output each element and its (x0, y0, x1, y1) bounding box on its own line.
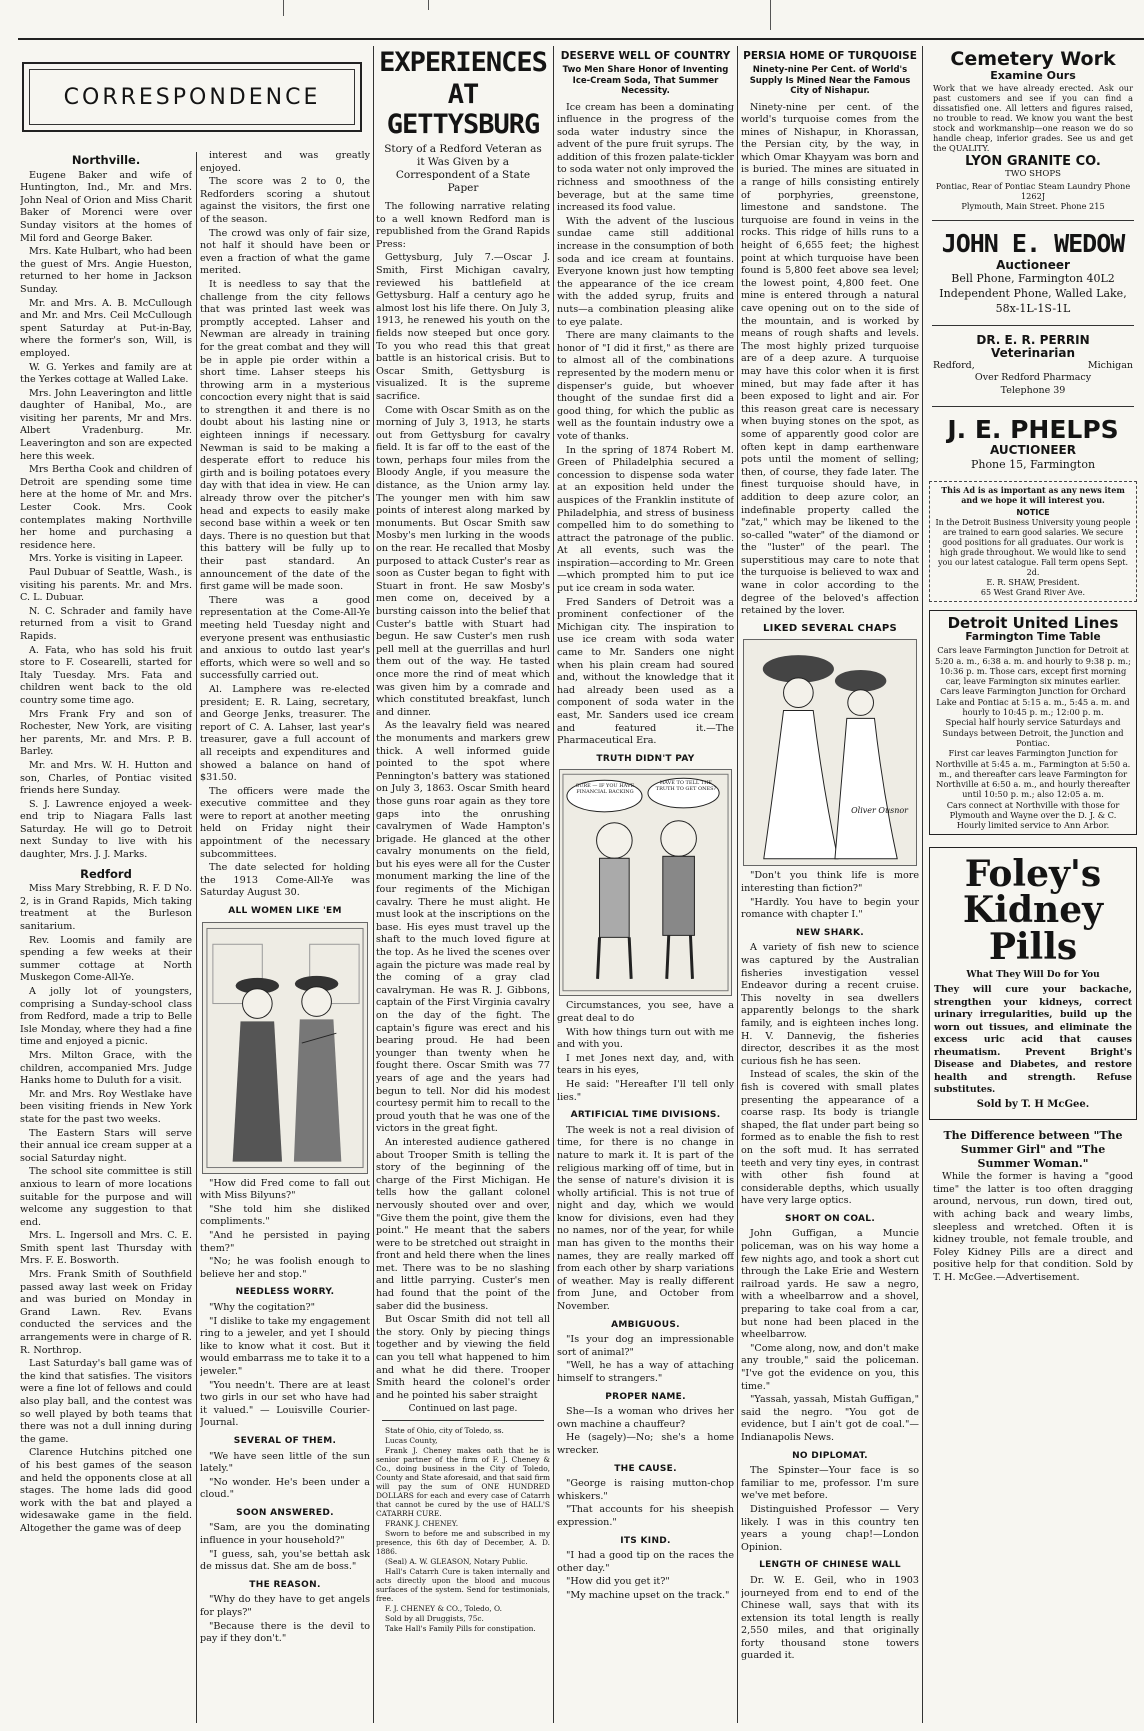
gettysburg-heading-line1: EXPERIENCES (379, 47, 547, 78)
paragraph: "Is your dog an impressionable sort of animal?" (557, 1334, 734, 1358)
ambiguous-joke (557, 1334, 734, 1385)
cemetery-shops: TWO SHOPS (1005, 169, 1061, 180)
paragraph: "No wonder. He's been under a cloud." (200, 1476, 370, 1501)
correspondence-banner (22, 62, 362, 132)
paragraph: He (sagely)—No; she's a home wrecker. (557, 1432, 734, 1456)
paragraph: "Why the cogitation?" (209, 1301, 316, 1313)
paragraph: "Don't you think life is more interesting than fiction?" (741, 870, 919, 895)
paragraph: Hall's Catarrh Cure is taken internally and acts directly upon the blood and mucous surfaces of the system. Send for testimonials, free. (376, 1567, 550, 1604)
soon-joke (200, 1522, 370, 1573)
paragraph: Dr. W. E. Geil, who in 1903 journeyed from end to end of the Chinese wall, says that with its extension its total length is really 2,550 miles, and that originally forty thousand stone towers guarded it. (741, 1574, 919, 1662)
wedow-role: Auctioneer (996, 257, 1070, 272)
paragraph: Mrs. Frank Smith of Southfield passed away last week on Friday and was buried on Monday in Grand Lawn. Rev. Evans conducted the services and the arrangements were in charge of R. R. Northrop. (20, 1269, 192, 1356)
paragraph: Mr. and Mrs. W. H. Hutton and son, Charles, of Pontiac visited friends here Sunday. (20, 759, 192, 797)
paragraph: "Hardly. You have to begin your romance with chapter I." (741, 896, 919, 921)
persia-subhead: Ninety-nine Per Cent. of World's Supply Is Mined Near the Famous City of Nishapur. (749, 65, 911, 96)
paragraph: Ice cream has been a dominating influence in the progress of the soda water industry since the advent of the pure fruit syrups. The addition of this frozen palate-tickler to soda water not only improved the richness and smoothness of the beverage, but at the same time increased its food value. (557, 101, 734, 214)
coal-heading: SHORT ON COAL. (784, 1213, 876, 1224)
paragraph: "I guess, sah, you'se bettah ask de missus dat. She am de boss." (200, 1548, 370, 1573)
paragraph: Mrs Bertha Cook and children of Detroit are spending some time here at the home of Mr. and Mrs. Lester Cook. Mrs. Cook contemplates making Northville her home and purchasing a residence here. (20, 464, 192, 551)
redford-continued-article (200, 150, 370, 900)
paragraph: The following narrative relating to a well known Redford man is republished from the Grand Rapids Press: (376, 201, 550, 250)
paragraph: N. C. Schrader and family have returned from a visit to Grand Rapids. (20, 605, 192, 642)
foley-line1: Foley's (964, 852, 1102, 895)
women-heading: ALL WOMEN LIKE 'EM (228, 906, 342, 917)
paragraph: Mrs. John Leaverington and little daughter of Hanibal, Mo., are visiting her parents, Mr and Mrs. Albert Vradenburg. Mr. Leaverington and son are expected here this week. (20, 387, 192, 462)
paragraph: Miss Mary Strebbing, R. F. D No. 2, is in Grand Rapids, Mich taking treatment at the Burleson sanitarium. (20, 883, 192, 933)
worry-joke (200, 1302, 370, 1430)
gettysburg-heading-line2: AT GETTYSBURG (386, 79, 540, 140)
paragraph: "Come along, now, and don't make any trouble," said the policeman. "I've got the evidence on you, this time." (741, 1342, 919, 1392)
divider (932, 325, 1134, 326)
paragraph: interest and was greatly enjoyed. (200, 150, 370, 174)
paragraph: "George is raising mutton-chop whiskers." (557, 1478, 734, 1502)
paragraph: "Well, he has a way of attaching himself to strangers." (557, 1360, 734, 1384)
coal-article (741, 1228, 919, 1444)
paragraph: Ninety-nine per cent. of the world's turquoise comes from the mines of Nishapur, in Khorassan, the Persian city, by the way, in which Omar Khayyam was born and is buried. The mines are situated in a range of hills consisting entirely of porphyries, greenstone, limestone and sandstone. The turquoise are found in veins in the rocks. This ridge of hills runs to a height of 6,655 feet; the highest point at which turquoise have been found is 5,800 feet above sea level; the lowest point, 4,800 feet. One mine is entered through a natural cave opening out on to the side of the mountain, and is worked by means of rough shafts and levels. The most highly prized turquoise are of a deep azure. A turquoise may have this color when it is first mined, but may fade after it has been exposed to light and air. For this reason great care is necessary when buying stones on the spot, as some of apparently good color are often kept in damp earthenware pots until the moment of selling; then, of course, they fade later. The finest turquoise should have, in addition to deep azure color, an indefinable property called the "zat," which may be likened to the so-called "water" of the diamond or the "luster" of the pearl. The superstitious may care to note that the turquoise is believed to wax and wane in color according to the degree of the beloved's affection retained by the lover. (741, 101, 919, 617)
artificial-heading: ARTIFICIAL TIME DIVISIONS. (570, 1110, 721, 1121)
paragraph: The date selected for holding the 1913 Come-All-Ye was Saturday August 30. (200, 862, 370, 899)
united-timetable (934, 645, 1132, 830)
paragraph: Gettysburg, July 7.—Oscar J. Smith, First Michigan cavalry, reviewed his battlefield at Gettysburg. Half a century ago he almost lost his life there. On July 3, 1913, he renewed his youth on the fields now steeped but once gory. To you who read this that great battle is an historical crisis. But to Oscar Smith, Gettysburg is visualized. It is the supreme sacrifice. (376, 252, 550, 402)
paragraph: F. J. CHENEY & CO., Toledo, O. (385, 1604, 502, 1614)
paragraph: An interested audience gathered about Trooper Smith is telling the story of the beginning of the charge of the First Michigan. He tells how the gallant colonel nervously shouted over and over, "Give them the point, give them the point." He meant that the sabers were to be stretched out straight in front and held there when the lines met. There was to be no slashing and little parrying. Custer's men had found that the point of the saber did the business. (376, 1136, 550, 1312)
paragraph: Paul Dubuar of Seattle, Wash., is visiting his parents. Mr. and Mrs. C. L. Dubuar. (20, 567, 192, 604)
paragraph: In the spring of 1874 Robert M. Green of Philadelphia secured a concession to dispense soda water at an exposition held under the auspices of the Franklin institute of Philadelphia, and stress of business compelled him to do something to attract the patronage of the public. At all events, such was the inspiration—according to Mr. Green—which prompted him to put ice put ice cream in soda water. (557, 444, 734, 595)
shark-heading: NEW SHARK. (795, 927, 865, 938)
column-gettysburg (376, 46, 550, 1726)
paragraph: "I dislike to take my engagement ring to a jeweler, and yet I should like to know what it cost. But it would embarrass me to take it to a jeweler." (200, 1315, 370, 1377)
cemetery-address-1: Pontiac, Rear of Pontiac Steam Laundry Phone 1262J (935, 180, 1131, 201)
cemetery-company: LYON GRANITE CO. (965, 153, 1101, 169)
gettysburg-article (376, 201, 550, 1402)
paragraph: Sold by all Druggists, 75c. (385, 1614, 484, 1624)
paragraph: It is needless to say that the challenge from the city fellows that was printed last week was promptly accepted. Lahser and Newman are already in training for the great combat and they will be in apple pie order within a short time. Lahser steeps his throwing arm in a mysterious concoction every night that is said to strengthen it and there is no doubt about his lasting nine or eighteen innings if necessary. Newman is said to be making a desperate effort to reduce his girth and is boiling potatoes every day with that idea in view. He can already throw over the pitcher's head and expects to easily make second base within a week or ten days. There is no question but that this battery will be fully up to their past standard. An announcement of the date of the first game will be made soon. (200, 278, 370, 593)
paragraph: Come with Oscar Smith as on the morning of July 3, 1913, he starts out from Gettysburg for cavalry field. It is far off to the east of the town, perhaps four miles from the Bloody Angle, if you measure the distance, as the Union army lay. The younger men with him saw points of interest along marked by monuments. But Oscar Smith saw Mosby's men lurking in the woods on the rear. He recalled that Mosby purposed to attack Custer's rear as soon as Custer began to fight with Stuart in front. He saw Mosby's men come on, deceived by a bursting caisson into the belief that Custer's battle with Stuart had begun. He saw Custer's men rush pell mell at the guerrillas and hurl them out of the way. He tasted once more the rind of meat which was given him by a comrade and which constituted breakfast, lunch and dinner. (376, 404, 550, 718)
cause-joke (557, 1478, 734, 1529)
several-joke (200, 1451, 370, 1502)
women-cartoon-illustration (202, 922, 368, 1174)
paragraph: Clarence Hutchins pitched one of his best games of the season and held the opponents close at all stages. The home lads did good work with the bat and played a widesawake game in the field. Altogether the game was of deep (20, 1447, 192, 1534)
paragraph: "She told him she disliked compliments." (200, 1203, 370, 1228)
perrin-town: Redford, (933, 359, 975, 371)
redford-article (20, 883, 192, 1535)
edge-tick (770, 0, 771, 30)
cemetery-body: Work that we have already erected. Ask our past customers and see if you can find a dissatisfied one. All letters and figures raised, no trouble to read. We know you want the best stock and workmanship—one reason we do so handle cheap, inferior grades. See us and get the QUALITY. (933, 82, 1133, 153)
diplomat-joke (741, 1465, 919, 1554)
paragraph: Sworn to before me and subscribed in my presence, this 6th day of December, A. D. 1886. (376, 1529, 550, 1557)
truth-cartoon-illustration (559, 769, 732, 996)
chaps-joke (741, 870, 919, 921)
northville-heading: Northville. (71, 153, 141, 167)
truth-heading: TRUTH DIDN'T PAY (596, 753, 695, 764)
paragraph: A jolly lot of youngsters, comprising a Sunday-school class from Redford, made a trip to Belle Isle Monday, where they had a fine time and enjoyed a picnic. (20, 986, 192, 1048)
paragraph: Mrs. L. Ingersoll and Mrs. C. E. Smith spent last Thursday with Mrs. F. E. Bosworth. (20, 1230, 192, 1267)
kind-heading: ITS KIND. (620, 1535, 671, 1546)
school-address: 65 West Grand River Ave. (980, 587, 1086, 597)
persia-heading: PERSIA HOME OF TURQUOISE (743, 50, 917, 62)
paragraph: The score was 2 to 0, the Redforders scoring a shutout against the visitors, the first one of the season. (200, 176, 370, 225)
paragraph: S. J. Lawrence enjoyed a week-end trip to Niagara Falls last Saturday. He will go to Detroit next Sunday to live with his daughter, Mrs. J. J. Marks. (20, 798, 192, 861)
paragraph: "That accounts for his sheepish expression." (557, 1504, 734, 1528)
perrin-role: Veterinarian (991, 345, 1075, 360)
united-lines-ad (929, 610, 1137, 835)
paragraph: Last Saturday's ball game was of the kind that satisfies. The visitors were a fine lot of fellows and could also play ball, and the contest was so well played by both teams that there was not a dull inning during the game. (20, 1358, 192, 1445)
paragraph: She—Is a woman who drives her own machine a chauffeur? (557, 1406, 734, 1430)
paragraph: "Why do they have to get angels for plays?" (200, 1594, 370, 1619)
cause-heading: THE CAUSE. (614, 1463, 677, 1474)
paragraph: With how things turn out with me and with you. (557, 1026, 734, 1051)
cemetery-sub: Examine Ours (990, 69, 1076, 82)
school-ad (929, 481, 1137, 602)
foley-line2: Kidney (962, 888, 1104, 931)
cartoon-drawing (203, 923, 367, 1173)
wedow-phone-2: Independent Phone, Walled Lake, 58x-1L-1S-1L (939, 287, 1127, 316)
paragraph: Cars leave Farmington Junction for Detroit at 5:20 a. m., 6:38 a. m. and hourly to 9:38 p. m.; 10:36 p. m. Those cars, except first morning car, leave Farmington six minutes earlier. (935, 645, 1131, 687)
foley-sub: What They Will Do for You (966, 969, 1100, 980)
paragraph: "We have seen little of the sun lately." (200, 1450, 370, 1475)
kind-joke (557, 1550, 734, 1602)
cemetery-address-2: Plymouth, Main Street. Phone 215 (961, 200, 1105, 211)
paragraph: "Sam, are you the dominating influence in your household?" (200, 1522, 370, 1547)
soon-heading: SOON ANSWERED. (236, 1507, 334, 1518)
perrin-ad (929, 331, 1137, 400)
paragraph: Fred Sanders of Detroit was a prominent confectioner of the Michigan city. The inspiration to use ice cream with soda water came to Mr. Sanders one night when his plain cream had soured and, without the knowledge that it had already been used as a component of soda water in the east, Mr. Sanders used ice cream and featured it.—The Pharmaceutical Era. (557, 596, 734, 747)
paragraph: The officers were made the executive committee and they were to report at another meeting held on Friday night their appointment of the necessary subcommittees. (200, 785, 370, 860)
paragraph: Rev. Loomis and family are spending a few weeks at their summer cottage at North Muskegon Come-All-Ye. (20, 934, 192, 984)
paragraph: I met Jones next day, and, with tears in his eyes, (557, 1052, 734, 1077)
perrin-location-row (933, 360, 1133, 373)
phelps-name: J. E. PHELPS (947, 415, 1119, 445)
worry-heading: NEEDLESS WORRY. (235, 1287, 335, 1298)
paragraph: Cars leave Farmington Junction for Orchard Lake and Pontiac at 5:15 a. m., 5:45 a. m. and hourly to 10:45 p. m.; 12:00 p. m. (936, 686, 1130, 718)
paragraph: With the advent of the luscious sundae came still additional increase in the consumption of both soda and ice cream at fountains. Everyone known just how tempting the appearance of the ice cream with the added syrup, fruits and nuts—a combination pleasing alike to eye palate. (557, 215, 734, 328)
reason-joke (200, 1594, 370, 1645)
paragraph: Take Hall's Family Pills for constipation. (385, 1624, 536, 1634)
ambiguous-heading: AMBIGUOUS. (611, 1319, 680, 1330)
bubble-left-text: SURE — IF YOU HAVE FINANCIAL BACKING (575, 783, 635, 796)
difference-body: While the former is having a "good time" the latter is too often dragging around, nervous, run down, tired out, with aching back and weary limbs, sleepless and wretched. Often it is kidney trouble, not female trouble, and Foley Kidney Pills are a direct and positive help for that condition. Sold by T. H. McGee.—Advertisement. (933, 1171, 1133, 1284)
column-redford-continued (200, 150, 370, 1730)
artist-signature: Oliver Ousnor (851, 805, 908, 815)
cemetery-ad (929, 45, 1137, 214)
paragraph: John Guffigan, a Muncie policeman, was on his way home a few nights ago, and took a short cut through the Lake Erie and Western railroad yards. He saw a negro, with a wheelbarrow and a shovel, preparing to take coal from a car, but none had been placed in the wheelbarrow. (741, 1228, 919, 1341)
paragraph: "How did Fred come to fall out with Miss Bilyuns?" (200, 1177, 370, 1202)
women-joke (200, 1178, 370, 1282)
correspondence-title: CORRESPONDENCE (29, 69, 355, 125)
chaps-heading: LIKED SEVERAL CHAPS (762, 622, 898, 634)
shark-article (741, 942, 919, 1207)
united-title: Detroit United Lines (947, 613, 1119, 632)
difference-ad (929, 1126, 1137, 1287)
paragraph: FRANK J. CHENEY. (385, 1519, 459, 1529)
paragraph: There are many claimants to the honor of "I did it first," as there are to almost all of the combinations represented by the modern menu or dispenser's guide, but whoever thought of the sundae first did a good thing, for which the public as well as the fountain industry owe a vote of thanks. (557, 330, 734, 442)
wall-heading: LENGTH OF CHINESE WALL (759, 1560, 901, 1571)
perrin-state: Michigan (1087, 359, 1133, 371)
school-body: In the Detroit Business University young people are trained to earn good salaries. We secure good positions for all graduates. Our work is high grade throughout. We would like to send you our latest catalogue. Fall term opens Sept. 2d. (935, 517, 1131, 577)
perrin-name: DR. E. R. PERRIN (976, 333, 1090, 348)
cartoon-drawing (744, 640, 916, 865)
paragraph: State of Ohio, city of Toledo, ss. (385, 1426, 504, 1436)
redford-heading: Redford (80, 866, 132, 881)
paragraph: The crowd was only of fair size, not half it should have been or even a fraction of what the game merited. (200, 227, 370, 277)
cemetery-title: Cemetery Work (950, 48, 1116, 70)
wedow-name: JOHN E. WEDOW (941, 228, 1125, 258)
proper-joke (557, 1406, 734, 1457)
edge-tick (283, 0, 284, 16)
paragraph: Mrs. Yorke is visiting in Lapeer. (29, 553, 184, 565)
column-rule (553, 46, 554, 1723)
paragraph: As the leavalry field was neared the monuments and markers grew thick. A well informed guide pointed to the spot where Pennington's battery was stationed on July 3, 1863. Oscar Smith heard those guns roar again as they tore gaps into the onrushing cavalrymen of Wade Hampton's brigade. He glanced at the other cavalry monuments on the field, but his eyes were all for the Custer monument marking the line of the four regiments of the Michigan cavalry. There he must alight. He must look at the inscriptions on the base. His eyes must travel up the shaft to the much loved figure at the top. As he lived the scenes over again the picture was made real by the coming of a gray clad cavalryman. He was R. J. Gibbons, captain of the First Virginia cavalry on the day of the fight. The captain's figure was erect and his bearing proud. He had been younger than twenty when he fought there. Oscar Smith was 77 years of age and the years had begun to tell. Nor did his modest courtesy permit him to recall to the proud youth that he was one of the victors in the great fight. (376, 720, 550, 1135)
paragraph: Mr. and Mrs. A. B. McCullough and Mr. and Mrs. Ceil McCullough spent Saturday at Put-in-Bay, where the former's son, Will, is employed. (20, 297, 192, 359)
wedow-phone-1: Bell Phone, Farmington 40L2 (951, 272, 1115, 286)
truth-poem (557, 1000, 734, 1104)
page-top-rule (18, 38, 1144, 40)
country-heading: DESERVE WELL OF COUNTRY (560, 50, 731, 62)
reason-heading: THE REASON. (249, 1579, 321, 1590)
paragraph: Mr. and Mrs. Roy Westlake have been visiting friends in New York state for the past two weeks. (20, 1088, 192, 1125)
gettysburg-subhead: Story of a Redford Veteran as it Was Given by a Correspondent of a State Paper (384, 143, 542, 194)
country-article (557, 102, 734, 748)
paragraph: Mrs. Kate Hulbart, who had been the guest of Mrs. Angie Hueston, returned to her home in Jackson Sunday. (20, 246, 192, 295)
divider (932, 220, 1134, 221)
paragraph: Al. Lamphere was re-elected president; E. R. Laing, secretary, and George Jenks, treasurer. The report of C. A. Lahser, last year's treasurer, gave a full account of all receipts and expenditures and showed a balance on hand of $31.50. (200, 683, 370, 784)
paragraph: The Eastern Stars will serve their annual ice cream supper at a social Saturday night. (20, 1127, 192, 1164)
country-subhead: Two Men Share Honor of Inventing Ice-Cream Soda, That Summer Necessity. (562, 65, 729, 96)
diplomat-heading: NO DIPLOMAT. (792, 1450, 868, 1461)
divider (932, 406, 1134, 407)
column-northville-redford (20, 150, 192, 1730)
northville-article (20, 170, 192, 862)
paragraph: He said: "Hereafter I'll tell only lies." (557, 1078, 734, 1103)
paragraph: The Spinster—Your face is so familiar to me, professor. I'm sure we've met before. (741, 1465, 919, 1502)
column-rule (373, 46, 374, 1723)
school-signature: E. R. SHAW, President. (986, 577, 1080, 587)
proper-heading: PROPER NAME. (605, 1391, 686, 1402)
paragraph: A. Fata, who has sold his fruit store to F. Cosearelli, started for Italy Tuesday. Mrs. Fata and children went back to the old country some time ago. (20, 644, 192, 706)
paragraph: Lucas County, (385, 1436, 438, 1446)
paragraph: There was a good representation at the Come-All-Ye meeting held Tuesday night and everyone present was enthusiastic and anxious to outdo last year's efforts, which were so well and so successfully carried out. (200, 594, 370, 682)
paragraph: Circumstances, you see, have a great deal to do (557, 1000, 734, 1024)
column-rule (922, 46, 923, 1723)
paragraph: Eugene Baker and wife of Huntington, Ind., Mr. and Mrs. John Neal of Orion and Miss Charit Baker of Morenci were over Sunday visitors at the homes of Mil ford and George Baker. (20, 169, 192, 244)
difference-title: The Difference between "The Summer Girl" and "The Summer Woman." (943, 1129, 1123, 1171)
paragraph: Cars connect at Northville with those for Plymouth and Wayne over the D. J. & C. Hourly limited service to Ann Arbor. (946, 799, 1120, 831)
paragraph: "Yassah, yassah, Mistah Guffigan," said the negro. "You got de evidence, but I ain't got de coal."—Indianapolis News. (741, 1394, 919, 1443)
column-persia (741, 46, 919, 1726)
cartoon-drawing (560, 770, 731, 995)
foley-sold: Sold by T. H McGee. (976, 1098, 1090, 1110)
paragraph: Special half hourly service Saturdays and Sundays between Detroit, the Junction and Pontiac. (942, 717, 1124, 748)
column-rule (737, 46, 738, 1723)
paragraph: The school site committee is still anxious to learn of more locations suitable for the purpose and will welcome any suggestion to that end. (20, 1166, 192, 1228)
foley-ad (929, 847, 1137, 1121)
foley-body: They will cure your backache, strengthen your kidneys, correct urinary irregularities, build up the worn out tissues, and eliminate the excess uric acid that causes rheumatism. Prevent Bright's Disease and Diabetes, and restore health and strength. Refuse substitutes. (934, 984, 1132, 1096)
chaps-cartoon-illustration (743, 639, 917, 866)
phelps-role: AUCTIONEER (990, 443, 1076, 458)
paragraph: Frank J. Cheney makes oath that he is senior partner of the firm of F. J. Cheney & Co., doing business in the City of Toledo, County and State aforesaid, and that said firm will pay the sum of ONE HUNDRED DOLLARS for each and every case of Catarrh that cannot be cured by the use of HALL'S CATARRH CURE. (376, 1446, 550, 1519)
artificial-article (557, 1125, 734, 1314)
united-sub: Farmington Time Table (965, 630, 1101, 643)
phelps-ad (929, 412, 1137, 475)
perrin-office: Over Redford Pharmacy (974, 372, 1092, 384)
paragraph: "How did you get it?" (566, 1576, 670, 1588)
school-notice: NOTICE (1016, 507, 1050, 517)
paragraph: "No; he was foolish enough to believe her and stop." (200, 1256, 370, 1280)
paragraph: "And he persisted in paying them?" (200, 1230, 370, 1254)
paragraph: "Because there is the devil to pay if they don't." (200, 1620, 370, 1645)
several-heading: SEVERAL OF THEM. (233, 1435, 337, 1446)
paragraph: "I had a good tip on the races the other day." (557, 1550, 734, 1574)
paragraph: (Seal) A. W. GLEASON, Notary Public. (385, 1557, 528, 1567)
persia-article (741, 102, 919, 618)
continued-note: Continued on last page. (408, 1404, 518, 1415)
column-rule (196, 152, 197, 1723)
bubble-right-text: HAVE TO TELL THE TRUTH TO GET ONES? (655, 780, 717, 793)
paragraph: The week is not a real division of time, for there is no change in nature to mark it. It is part of the religious marking off of time, but in the sense of nature's division it is wholly artificial. This is not true of night and day, which we would know for divisions, even had they no names, nor of the year, for while man has given to the months their names, they are really marked off from each other by sharp variations of weather. May is really different from June, and October from November. (557, 1124, 734, 1313)
edge-tick (428, 0, 429, 10)
phelps-phone: Phone 15, Farmington (970, 457, 1096, 471)
column-ads (926, 42, 1140, 1730)
paragraph: But Oscar Smith did not tell all the story. Only by piecing things together and by viewing the field can you tell what happened to him and what he did there. Trooper Smith heard the colonel's order and he pointed his saber straight (376, 1314, 550, 1401)
paragraph: "My machine upset on the track." (566, 1589, 730, 1601)
perrin-phone: Telephone 39 (1000, 384, 1066, 396)
catarrh-ad (376, 1426, 550, 1633)
paragraph: Distinguished Professor — Very likely. I was in this country ten years a young chap!—London Opinion. (741, 1503, 919, 1553)
wall-article (741, 1575, 919, 1663)
paragraph: W. G. Yerkes and family are at the Yerkes cottage at Walled Lake. (20, 361, 192, 386)
wedow-ad (929, 226, 1137, 320)
paragraph: A variety of fish new to science was captured by the Australian fisheries investigation vessel Endeavor during a recent cruise. This novelty in sea dwellers apparently belongs to the shark family, and is eighteen inches long. H. V. Dannevig, the fisheries director, describes it as the most curious fish he has seen. (741, 942, 919, 1067)
column-ice-cream (557, 46, 734, 1726)
paragraph: Mrs Frank Fry and son of Rochester, New York, are visiting her parents, Mr. and Mrs. P. B. Barley. (20, 708, 192, 758)
paragraph: First car leaves Farmington Junction for Northville at 5:45 a. m., Farmington at 5:50 a. m., and thereafter cars leave Farmington for Northville at 6:50 a. m., and hourly thereafter until 10:50 p. m.; also 12:05 a. m. (935, 748, 1131, 800)
divider (382, 1420, 544, 1421)
school-intro: This Ad is as important as any news item and we hope it will interest you. (941, 484, 1125, 505)
paragraph: Mrs. Milton Grace, with the children, accompanied Mrs. Judge Hanks home to Duluth for a visit. (20, 1049, 192, 1087)
paragraph: "You needn't. There are at least two girls in our set who have had it valued." — Louisville Courier-Journal. (200, 1379, 370, 1429)
paragraph: Instead of scales, the skin of the fish is covered with small plates presenting the appearance of a coarse rasp. Its body is triangle shaped, the flat under part being so formed as to enable the fish to rest on the soft mud. It has serrated teeth and very tiny eyes, in contrast with other fish found at considerable depths, which usually have very large optics. (741, 1069, 919, 1207)
foley-line3: Pills (988, 925, 1078, 968)
